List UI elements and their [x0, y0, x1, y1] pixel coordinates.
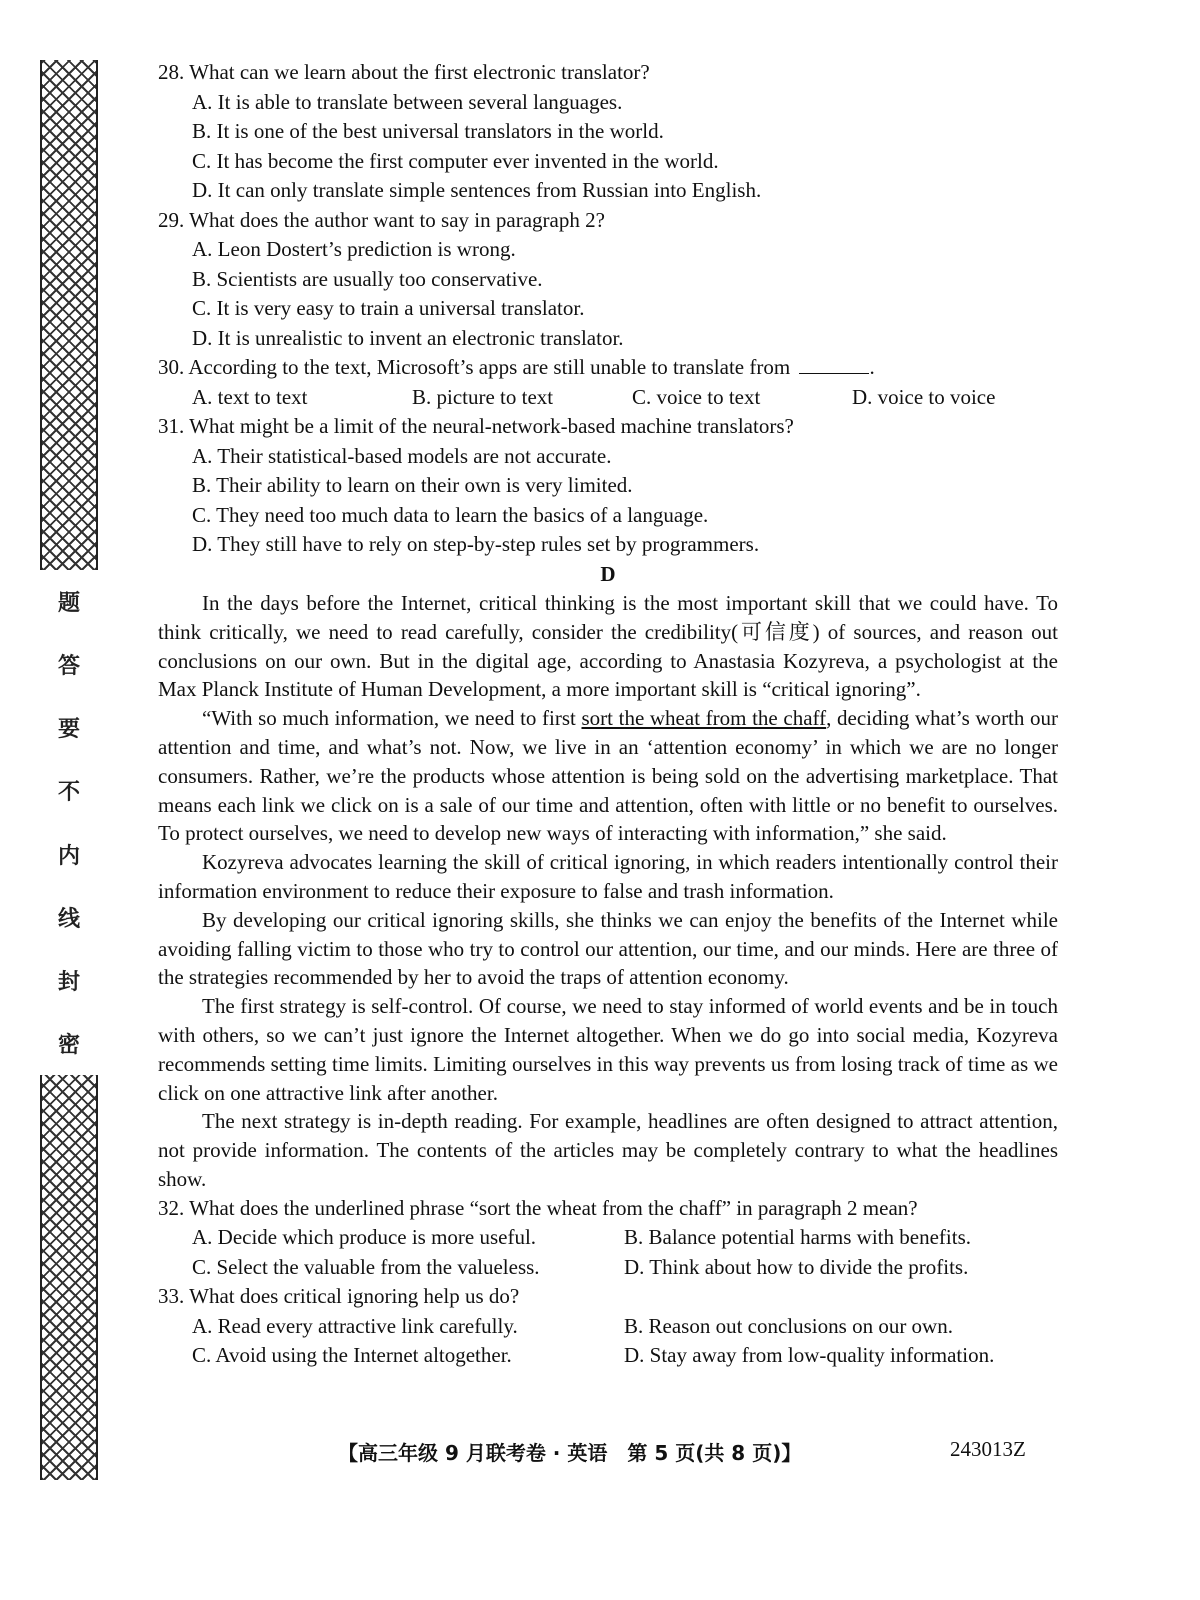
exam-code: 243013Z	[950, 1437, 1026, 1461]
options-row	[158, 1253, 1058, 1283]
option-b: B. Balance potential harms with benefits.	[624, 1225, 971, 1250]
paragraph-1: In the days before the Internet, critical thinking is the most important skill that we could have. To think critically, we need to read carefully, consider the credibility(可信度) of sources, and reason out conclusions on our own. But in the digital age, according to Anastasia Kozyreva, a psychologist at the Max Planck Institute of Human Development, a more important skill is “critical ignoring”.	[158, 591, 1058, 702]
option-d: D. Think about how to divide the profits.	[624, 1254, 969, 1279]
option-b: B. Reason out conclusions on our own.	[624, 1313, 953, 1338]
option-a: A. Decide which produce is more useful.	[192, 1225, 537, 1250]
question-stem: 29. What does the author want to say in paragraph 2?	[158, 207, 605, 232]
margin-char: 封	[57, 969, 80, 995]
margin-char: 不	[57, 780, 80, 806]
option-b: B. picture to text	[412, 384, 554, 409]
question-stem: 32. What does the underlined phrase “sort the wheat from the chaff” in paragraph 2 mean?	[158, 1195, 918, 1220]
question-31	[158, 412, 1058, 560]
option-c: C. It is very easy to train a universal translator.	[192, 296, 585, 320]
option-c: C. It has become the first computer ever invented in the world.	[192, 148, 719, 173]
seal-line-notice	[40, 570, 98, 1075]
page-footer: 【高三年级 9 月联考卷 · 英语 第 5 页(共 8 页)】	[338, 1441, 802, 1465]
option-c: C. voice to text	[632, 384, 761, 409]
paragraph-4: By developing our critical ignoring skills, she thinks we can enjoy the benefits of the Internet while avoiding falling victim to those who try to control our attention, our time, and our minds. Here are three of the strategies recommended by her to avoid the traps of attention economy.	[158, 907, 1058, 990]
option-d: D. They still have to rely on step-by-step rules set by programmers.	[192, 532, 760, 556]
question-stem: 28. What can we learn about the first electronic translator?	[158, 60, 650, 84]
option-d: D. It is unrealistic to invent an electronic translator.	[192, 325, 624, 350]
option-d: D. Stay away from low-quality information.	[624, 1343, 995, 1368]
options-row	[158, 1341, 1058, 1371]
options-row	[158, 1312, 1058, 1342]
stem-text: 30. According to the text, Microsoft’s apps are still unable to translate from	[158, 355, 791, 379]
option-b: B. Their ability to learn on their own is very limited.	[192, 473, 633, 497]
option-c: C. They need too much data to learn the basics of a language.	[192, 502, 709, 527]
section-heading: D	[600, 561, 616, 586]
option-a: A. It is able to translate between several languages.	[192, 89, 623, 114]
reading-passage	[158, 589, 1058, 1194]
paragraph-3: Kozyreva advocates learning the skill of critical ignoring, in which readers intentionally control their information environment to reduce their exposure to false and trash information.	[158, 850, 1058, 903]
binding-margin	[40, 60, 98, 1480]
decorative-pattern-bottom	[40, 1075, 98, 1480]
margin-char: 内	[57, 843, 80, 869]
option-d: D. It can only translate simple sentences from Russian into English.	[192, 178, 762, 202]
question-stem	[158, 353, 1058, 383]
underlined-phrase: sort the wheat from the chaff	[581, 706, 827, 731]
option-a: A. text to text	[192, 384, 308, 409]
question-29	[158, 206, 1058, 354]
question-32	[158, 1194, 1058, 1283]
paragraph-2-start: “With so much information, we need to first	[202, 706, 576, 731]
option-a: A. Read every attractive link carefully.	[192, 1313, 518, 1338]
option-c: C. Select the valuable from the valueless.	[192, 1254, 540, 1279]
margin-char: 线	[57, 906, 80, 932]
question-stem: 33. What does critical ignoring help us do?	[158, 1284, 520, 1309]
exam-content	[158, 58, 1058, 1371]
options-row	[158, 1223, 1058, 1253]
question-33	[158, 1282, 1058, 1371]
margin-char: 答	[57, 654, 80, 680]
paragraph-5: The first strategy is self-control. Of course, we need to stay informed of world events and be in touch with others, so we can’t just ignore the Internet altogether. When we do go into social media, Kozyreva recommends setting time limits. Limiting ourselves in this way prevents us from losing track of time as we click on one attractive link after another.	[158, 994, 1058, 1105]
option-b: B. Scientists are usually too conservative.	[192, 266, 543, 291]
option-c: C. Avoid using the Internet altogether.	[192, 1343, 512, 1368]
option-d: D. voice to voice	[852, 384, 996, 409]
option-a: A. Their statistical-based models are not accurate.	[192, 443, 612, 468]
option-a: A. Leon Dostert’s prediction is wrong.	[192, 237, 516, 261]
paragraph-2-rest: , deciding what’s worth our attention and time, and what’s not. Now, we live in an ‘attention economy’ in which we are no longer consumers. Rather, we’re the products whose attention is being sold on the advertising marketplace. That means each link we click on is a sale of our time and attention, often with little or no benefit to ourselves. To protect ourselves, we need to develop new ways of interacting with information,” she said.	[158, 706, 1059, 846]
margin-char: 要	[57, 717, 80, 743]
decorative-pattern-top	[40, 60, 98, 570]
paragraph-2	[158, 704, 1058, 848]
margin-char: 题	[57, 591, 80, 617]
stem-end: .	[869, 355, 875, 379]
paragraph-6: The next strategy is in-depth reading. For example, headlines are often designed to attract attention, not provide information. The contents of the articles may be completely contrary to what the headlines show.	[158, 1109, 1058, 1191]
options-row	[158, 383, 1058, 413]
question-30	[158, 353, 1058, 412]
answer-blank	[799, 355, 869, 374]
margin-char: 密	[57, 1032, 80, 1058]
question-28	[158, 58, 1058, 206]
question-stem: 31. What might be a limit of the neural-network-based machine translators?	[158, 414, 794, 438]
option-b: B. It is one of the best universal translators in the world.	[192, 119, 664, 143]
